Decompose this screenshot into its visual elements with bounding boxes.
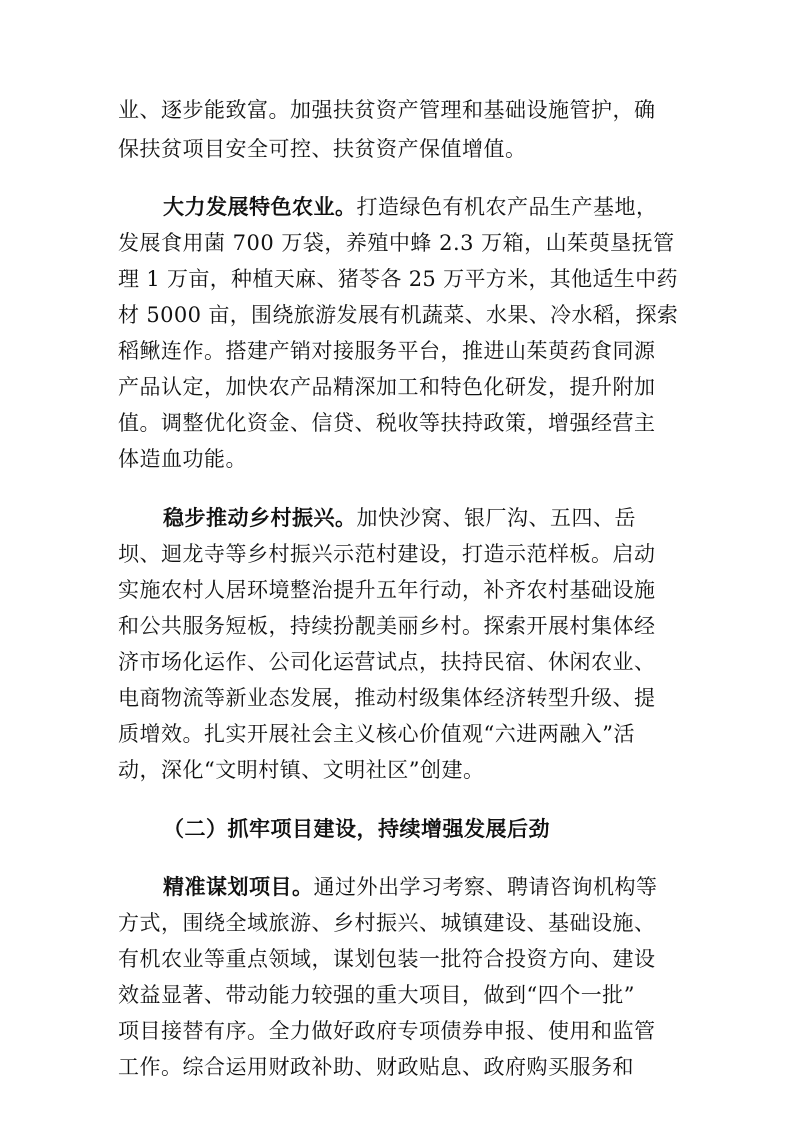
paragraph-4-line-4: 效益显著、带动能力较强的重大项目，做到“四个一批” [118, 983, 635, 1007]
paragraph-4-line-2: 方式，围绕全域旅游、乡村振兴、城镇建设、基础设施、 [118, 911, 656, 935]
paragraph-3-line-3: 实施农村人居环境整治提升五年行动，补齐农村基础设施 [118, 578, 656, 602]
paragraph-2-line-3: 理 1 万亩，种植天麻、猪苓各 25 万平方米，其他适生中药 [118, 267, 678, 291]
paragraph-3-lead: 稳步推动乡村振兴。 [163, 505, 357, 530]
paragraph-4-line-1 [163, 873, 658, 901]
paragraph-1-line-2: 保扶贫项目安全可控、扶贫资产保值增值。 [118, 137, 527, 161]
paragraph-4-line-1-text: 通过外出学习考察、聘请咨询机构等 [313, 875, 658, 899]
paragraph-2-line-4: 材 5000 亩，围绕旅游发展有机蔬菜、水果、冷水稻，探索 [118, 303, 679, 327]
paragraph-2-line-1-text: 打造绿色有机农产品生产基地， [356, 195, 658, 219]
paragraph-3-line-2: 坝、迴龙寺等乡村振兴示范村建设，打造示范样板。启动 [118, 542, 656, 566]
paragraph-3-line-4: 和公共服务短板，持续扮靓美丽乡村。探索开展村集体经 [118, 614, 656, 638]
paragraph-4-line-5: 项目接替有序。全力做好政府专项债券申报、使用和监管 [118, 1019, 656, 1043]
paragraph-2-line-2: 发展食用菌 700 万袋，养殖中蜂 2.3 万箱，山茱萸垦抚管 [118, 231, 675, 255]
section-heading: （二）抓牢项目建设，持续增强发展后劲 [163, 816, 550, 841]
paragraph-4-line-3: 有机农业等重点领域，谋划包装一批符合投资方向、建设 [118, 947, 656, 971]
paragraph-2-line-7: 值。调整优化资金、信贷、税收等扶持政策，增强经营主 [118, 411, 656, 435]
paragraph-4-line-6: 工作。综合运用财政补助、财政贴息、政府购买服务和 [118, 1055, 634, 1079]
paragraph-2-lead: 大力发展特色农业。 [163, 194, 357, 219]
paragraph-3-line-7: 质增效。扎实开展社会主义核心价值观“六进两融入”活 [118, 722, 635, 746]
paragraph-2-line-8: 体造血功能。 [118, 447, 247, 471]
paragraph-4-lead: 精准谋划项目。 [163, 874, 314, 899]
paragraph-3-line-5: 济市场化运作、公司化运营试点，扶持民宿、休闲农业、 [118, 650, 656, 674]
paragraph-3-line-8: 动，深化“文明村镇、文明社区”创建。 [118, 758, 485, 782]
paragraph-3-line-1 [163, 504, 636, 532]
paragraph-2-line-1 [163, 193, 658, 221]
paragraph-2-line-6: 产品认定，加快农产品精深加工和特色化研发，提升附加 [118, 375, 656, 399]
paragraph-2-line-5: 稻鳅连作。搭建产销对接服务平台，推进山茱萸药食同源 [118, 339, 656, 363]
paragraph-3-line-6: 电商物流等新业态发展，推动村级集体经济转型升级、提 [118, 686, 656, 710]
paragraph-3-line-1-text: 加快沙窝、银厂沟、五四、岳 [356, 506, 636, 530]
paragraph-1-line-1: 业、逐步能致富。加强扶贫资产管理和基础设施管护，确 [118, 98, 656, 122]
